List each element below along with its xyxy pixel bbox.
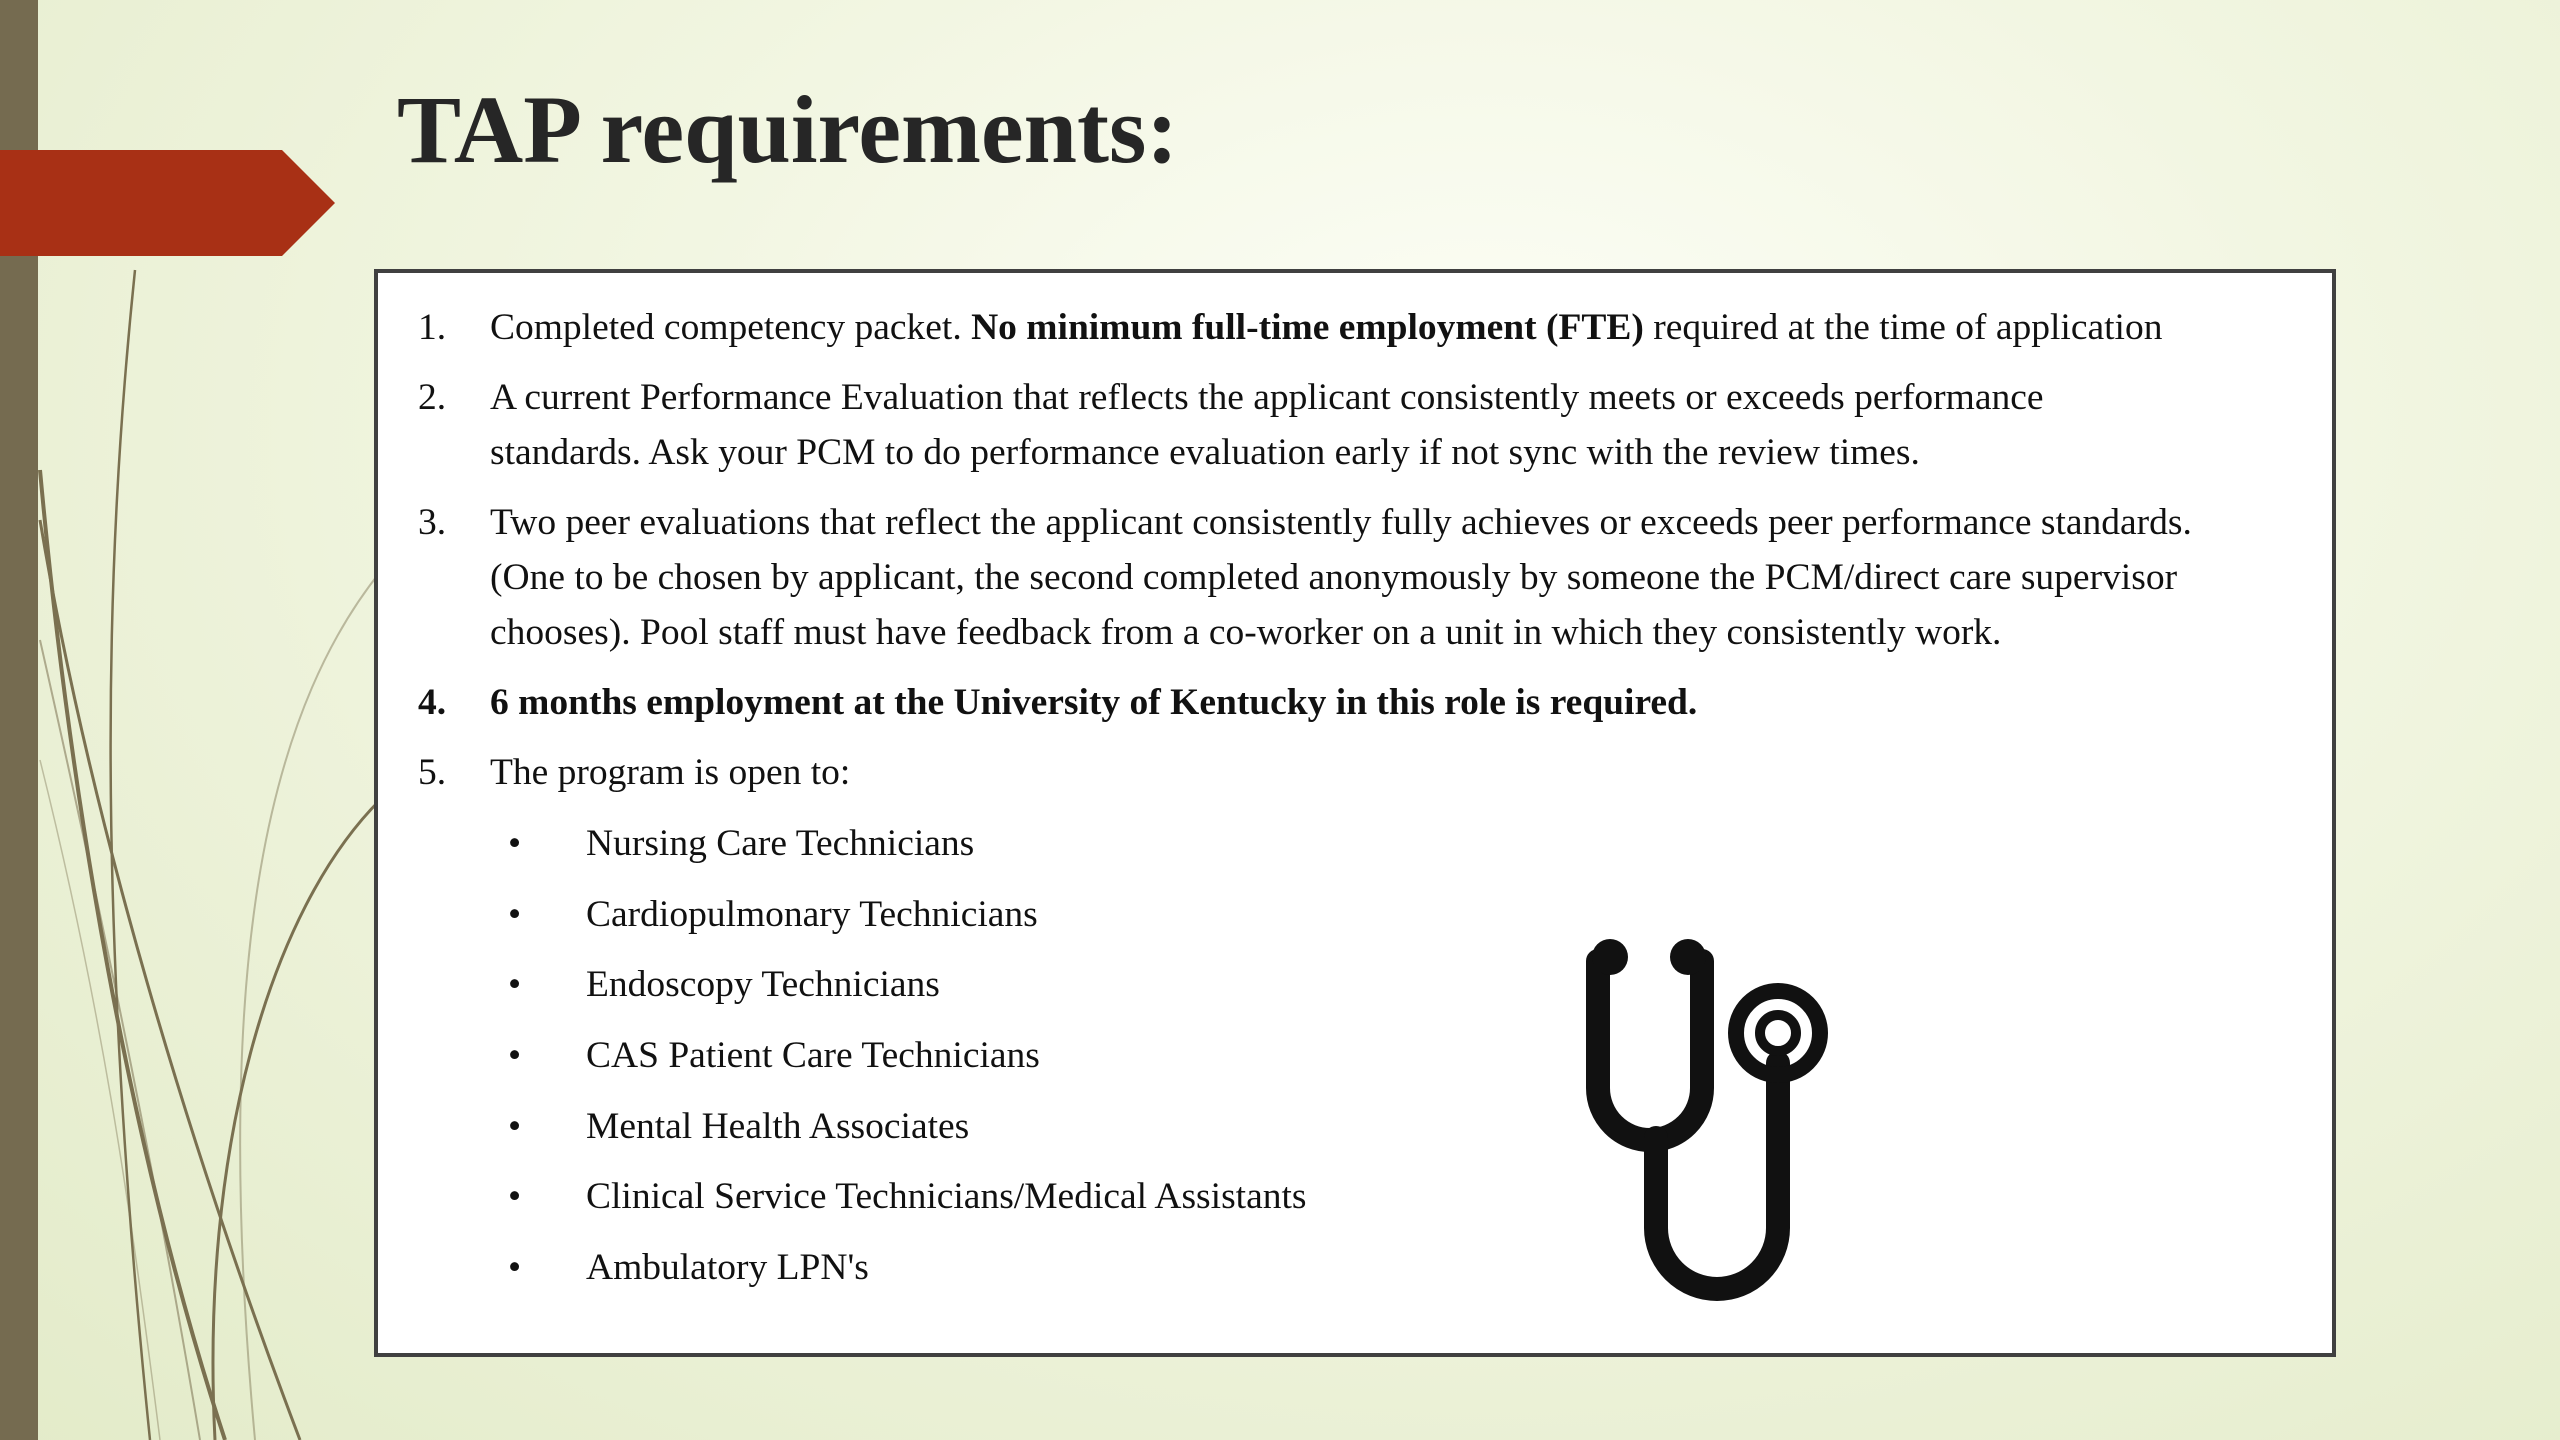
bullet: •: [508, 1106, 522, 1147]
bullet: •: [508, 964, 522, 1005]
stethoscope-icon: [1568, 933, 1898, 1313]
item-text: The program is open to:: [490, 752, 851, 793]
open-to-text: Ambulatory LPN's: [586, 1247, 869, 1288]
item-text: [490, 495, 2302, 660]
item-number: 5.: [418, 752, 447, 793]
open-to-text: Nursing Care Technicians: [586, 823, 975, 864]
open-to-text: Clinical Service Technicians/Medical Assistants: [586, 1176, 1307, 1217]
slide-title: TAP requirements:: [397, 76, 1179, 183]
bullet: •: [508, 894, 522, 935]
item-text: 6 months employment at the University of Kentucky in this role is required.: [490, 682, 1698, 723]
open-to-text: Mental Health Associates: [586, 1106, 970, 1147]
open-to-text: Cardiopulmonary Technicians: [586, 894, 1038, 935]
item-text: [490, 370, 2302, 480]
item-text-bold: No minimum full-time employment (FTE): [971, 307, 1644, 348]
item-text-plain: required at the time of application: [1643, 307, 2163, 348]
bullet: •: [508, 1035, 522, 1076]
item-number: 2.: [418, 377, 447, 418]
open-to-text: Endoscopy Technicians: [586, 964, 940, 1005]
title-accent-arrow: [0, 150, 335, 256]
bullet: •: [508, 1247, 522, 1288]
requirements-box: [374, 269, 2336, 1357]
item-number: 4.: [418, 682, 447, 723]
bullet: •: [508, 1176, 522, 1217]
item-line: A current Performance Evaluation that reflects the applicant consistently meets or exceeds performance: [490, 377, 2044, 418]
item-line: Two peer evaluations that reflect the applicant consistently fully achieves or exceeds peer performance standards.: [490, 502, 2192, 543]
item-line: chooses). Pool staff must have feedback from a co-worker on a unit in which they consistently work.: [490, 612, 2002, 653]
item-line: standards. Ask your PCM to do performance evaluation early if not sync with the review times.: [490, 432, 1920, 473]
item-line: (One to be chosen by applicant, the second completed anonymously by someone the PCM/direct care supervisor: [490, 557, 2178, 598]
item-number: 3.: [418, 502, 447, 543]
bullet: •: [508, 823, 522, 864]
item-number: 1.: [418, 307, 447, 348]
item-text-plain: Completed competency packet.: [490, 307, 972, 348]
item-text: [490, 300, 2302, 355]
open-to-text: CAS Patient Care Technicians: [586, 1035, 1040, 1076]
